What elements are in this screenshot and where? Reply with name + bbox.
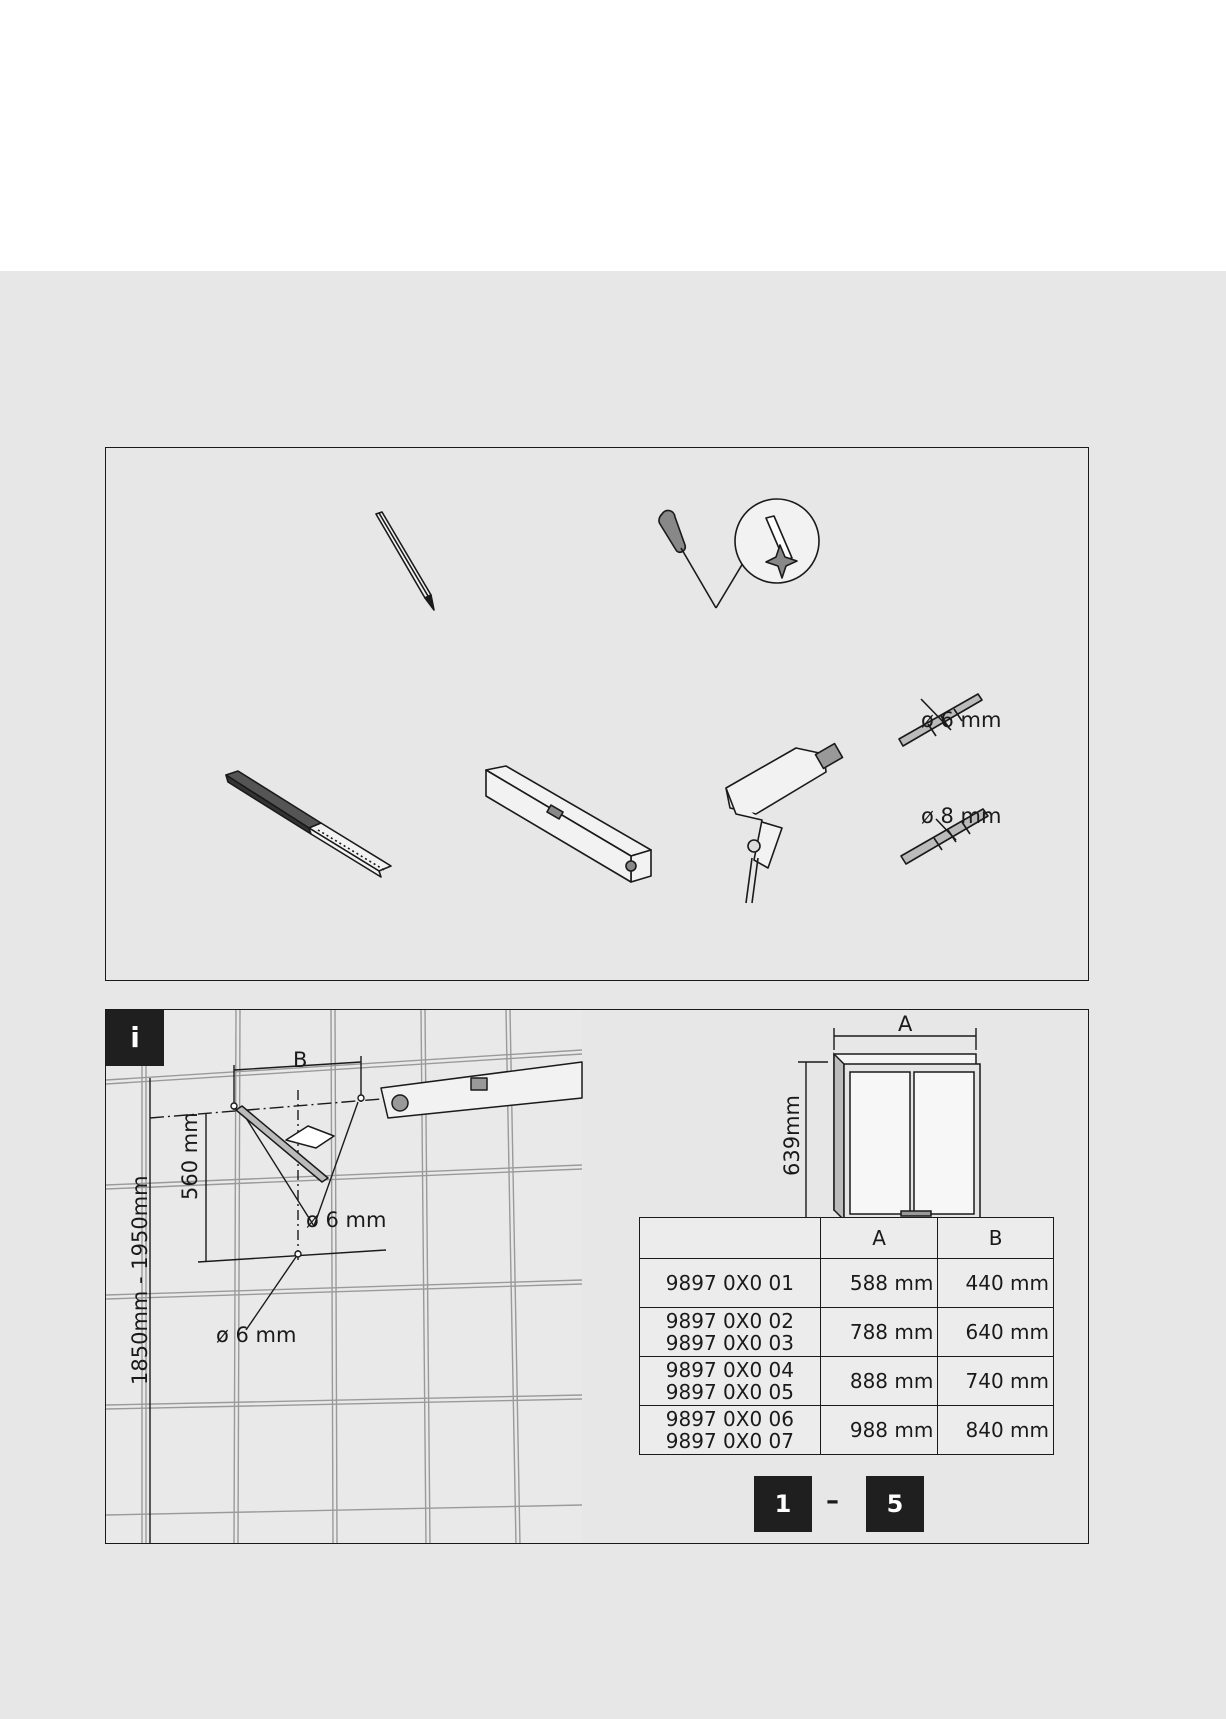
table-cell-code [640,1308,821,1357]
product-code: 9897 0X0 07 [665,1429,794,1453]
dimension-table [639,1217,1054,1455]
power-drill-icon [726,744,843,903]
table-cell-b: 740 mm [938,1357,1054,1406]
spacing-b-label: B [293,1048,308,1072]
mirror-cabinet-icon [834,1054,980,1220]
table-cell-a: 988 mm [820,1406,938,1455]
installation-panel [105,1009,1089,1544]
table-cell-b: 640 mm [938,1308,1054,1357]
table-cell-a: 888 mm [820,1357,938,1406]
spirit-level-icon [486,766,651,882]
pencil-icon [376,512,434,610]
tools-panel [105,447,1089,981]
product-code: 9897 0X0 02 [665,1309,794,1333]
screwdriver-icon [659,499,819,608]
product-code: 9897 0X0 04 [665,1358,794,1382]
product-code: 9897 0X0 03 [665,1331,794,1355]
info-badge: i [106,1010,164,1066]
table-cell-code [640,1357,821,1406]
table-cell-code [640,1259,821,1308]
drill-bit-6mm-label: ø 6 mm [921,708,1002,732]
step-end-badge: 5 [866,1476,924,1532]
hole-diameter-bottom-label: ø 6 mm [216,1323,297,1347]
mounting-height-label: 1850mm - 1950mm [128,1175,152,1385]
vertical-offset-label: 560 mm [178,1112,202,1200]
cabinet-width-label: A [898,1012,913,1036]
table-cell-b: 440 mm [938,1259,1054,1308]
table-cell-code [640,1406,821,1455]
folding-ruler-icon [226,771,391,877]
hole-diameter-top-label: ø 6 mm [306,1208,387,1232]
table-row [640,1308,1054,1357]
table-header-a: A [820,1218,938,1259]
table-cell-a: 588 mm [820,1259,938,1308]
table-row [640,1259,1054,1308]
table-row [640,1406,1054,1455]
table-header-code [640,1218,821,1259]
table-cell-a: 788 mm [820,1308,938,1357]
table-header-row [640,1218,1054,1259]
table-header-b: B [938,1218,1054,1259]
drill-bit-8mm-label: ø 8 mm [921,804,1002,828]
table-row [640,1357,1054,1406]
step-range-separator: – [826,1486,839,1516]
product-code: 9897 0X0 01 [665,1271,794,1295]
product-code: 9897 0X0 06 [665,1407,794,1431]
table-cell-b: 840 mm [938,1406,1054,1455]
cabinet-height-label: 639mm [780,1095,804,1176]
step-start-badge: 1 [754,1476,812,1532]
product-code: 9897 0X0 05 [665,1380,794,1404]
